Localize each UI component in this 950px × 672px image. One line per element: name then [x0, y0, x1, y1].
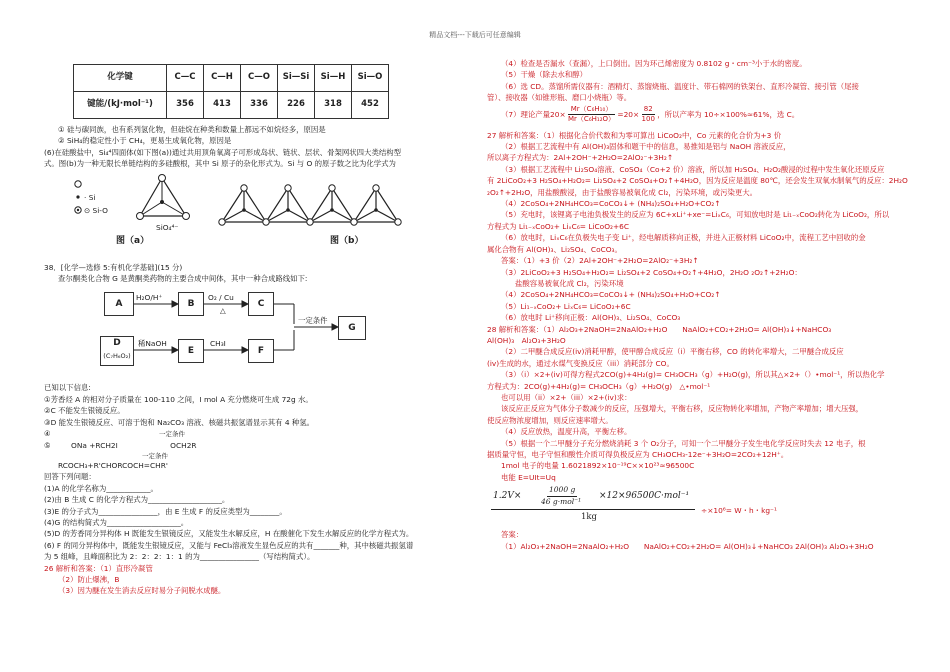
- answer-27-line: （5）充电时，该锂离子电池负极发生的反应为 6C+xLi⁺+xe⁻=LiₓC₆，可知放电时是 Li₁₋ₓCoO₂转化为 LiCoO₂，所以: [501, 210, 890, 220]
- compound-b: B: [178, 292, 204, 316]
- answer-28-line: 该反应正反应为气体分子数减少的反应，压强增大，平衡右移，反应物转化率增加，产物产率增加；增大压强，: [501, 404, 864, 414]
- bond-cell: Si—Si: [278, 65, 315, 92]
- compound-d-label: D: [113, 338, 121, 349]
- left-column: [44, 58, 474, 597]
- fraction-denominator: 100: [641, 115, 655, 124]
- question-line: ① 硅与碳同族，也有系列氢化物，但硅烷在种类和数量上都远不如烷烃多，原因是: [58, 125, 326, 134]
- fraction-denominator: Mr（C₆H₁₂O）: [568, 115, 616, 124]
- answer-27-title: 27 解析和答案：（1）根据化合价代数和为零可算出 LiCoO₂中，Co 元素的化合价为+3 价: [487, 130, 782, 140]
- question-item: (2)由 B 生成 C 的化学方程式为____________________。: [44, 495, 230, 505]
- bond-cell: C—H: [204, 65, 241, 92]
- answer-28-line: Al(OH)₃ Al₂O₃+3H₂O: [487, 335, 566, 345]
- step4-reagent: CH₃I: [210, 339, 226, 349]
- info-line: ①芳香烃 A 的相对分子质量在 100-110 之间，I mol A 充分燃烧可生成 72g 水。: [44, 394, 313, 404]
- answer-27-line: （6）放电时，LiₓC₆在负极失电子变 Li⁺，经电解质移向正极，并进入正极材料 LiCoO₂中，流程工艺中回收的金: [501, 233, 866, 243]
- energy-density-formula: [487, 483, 927, 529]
- calc-suffix: ，所以产率为 10÷×100%≈61%，选 C。: [657, 109, 800, 119]
- legend-si-o: ⊙ Si-O: [84, 205, 108, 215]
- yield-calculation: [487, 104, 927, 126]
- compound-e: E: [178, 339, 204, 363]
- energy-cell: 356: [167, 92, 204, 119]
- formula-bottom: 1kg: [581, 512, 597, 523]
- energy-cell: 318: [315, 92, 352, 119]
- fraction-numerator: 82: [642, 105, 655, 115]
- answer-line: （4）检查是否漏水（查漏），上口倒出。因为环己烯密度为 0.8102 g・cm⁻³小于水的密度。: [501, 59, 807, 68]
- info-marker-5: ⑤: [44, 441, 51, 451]
- formula-divider: [491, 509, 695, 510]
- info-line: ②C 不能发生银镜反应。: [44, 406, 125, 416]
- answer-28-line: 方程式为：2CO(g)+4H₂(g)= CH₃OCH₃（g）+H₂O(g) △•mol⁻¹: [487, 381, 711, 391]
- compound-d: [100, 336, 134, 366]
- formula-numerator: 1000 g: [547, 484, 577, 496]
- final-answer-title: 答案：: [501, 530, 524, 540]
- answer-line: （6）选 CD。蒸馏所需仪器有：酒精灯、蒸馏烧瓶、温度计、带石棉网的铁架台、直形冷凝管、接引管（尾接: [501, 81, 859, 91]
- table-header-bond: 化学键: [74, 65, 167, 92]
- info-line: [44, 440, 474, 451]
- bond-cell: C—C: [167, 65, 204, 92]
- calc-prefix: （7）理论产量20×: [501, 109, 566, 119]
- silicate-figures: [44, 170, 474, 262]
- fig-a-label: 图（a）: [116, 235, 150, 246]
- answer-28-line: (iv)生成的水，通过水煤气变换反应（iii）消耗部分 CO。: [487, 358, 674, 368]
- rxn-product: OCH2R: [170, 441, 197, 451]
- right-column: [487, 58, 927, 552]
- answer-27-line: （6）放电时 Li⁺移向正极：Al(OH)₃、Li₂SO₄、CoCO₃: [501, 313, 681, 323]
- compound-d-formula: (C₇H₆O₂): [103, 352, 131, 361]
- answer-28-line: 1mol 电子的电量 1.6021892×10⁻¹⁹C××10²³≈96500C: [501, 461, 695, 471]
- answer-27-line: （2）根据工艺流程中有 Al(OH)₃固体和题干中的信息，易推知是铝与 NaOH 溶液反应，: [501, 142, 791, 152]
- q38-title: 38．[化学—选修 5:有机化学基础](15 分): [44, 262, 183, 272]
- answer-line: 管）、接收器（如锥形瓶、磨口小烧瓶）等。: [487, 93, 632, 103]
- question-item: (6) F 的同分异构体中，既能发生银镜反应，又能与 FeCl₃溶液发生显色反应的共有_______种，其中核磁共振氢谱: [44, 540, 414, 550]
- rxn-reactant: ONa: [71, 441, 87, 451]
- answer-26-title: 26 解析和答案：（1）直形冷凝管: [44, 563, 153, 573]
- answer-27-line: （3）根据工艺流程中 Li₂SO₄溶液、CoSO₄（Co+2 价）溶液，所以加 H₂SO₄、H₂O₂酸浸的过程中发生氧化还原反应: [501, 164, 885, 174]
- q38-intro: 查尔酮类化合物 G 是黄酮类药物的主要合成中间体，其中一种合成路线如下:: [58, 274, 308, 284]
- info-marker-4: ④: [44, 429, 51, 439]
- bond-cell: Si—H: [315, 65, 352, 92]
- answer-27-line: 方程式为 Li₁₋ₓCoO₂+ LiₓC₆= LiCoO₂+6C: [487, 221, 630, 231]
- question-line: (6)在硅酸盐中，Si₄⁴四面体(如下图(a))通过共用顶角氧离子可形成岛状、链状、层状、骨架网状四大类结构型: [44, 147, 402, 157]
- step2-reagent: O₂ / Cu: [208, 293, 234, 303]
- question-item: 为 5 组峰，且峰面积比为 2：2：2：1：1 的为________________（写结构简式）。: [44, 552, 315, 562]
- formula-denominator: 46 g·mol⁻¹: [541, 497, 582, 507]
- compound-a: A: [104, 292, 134, 316]
- answer-27-line: 属化合物有 Al(OH)₃、Li₂SO₄、CoCO₃。: [487, 244, 622, 254]
- answer-28-line: 也可以用（ii）×2+（iii）×2+(iv)求：: [501, 392, 632, 402]
- compound-c: C: [248, 292, 274, 316]
- answer-line: （5）干燥（除去水和醇）: [501, 70, 588, 80]
- fig-b-label: 图（b）: [330, 235, 364, 246]
- compound-g: G: [338, 316, 366, 340]
- answer-28-line: （5）根据一个二甲醚分子充分燃烧消耗 3 个 O₂分子，可知一个二甲醚分子发生电化学反应时失去 12 电子，根: [501, 438, 866, 448]
- answer-27-line: 有 2LiCoO₂+3 H₂SO₄+H₂O₂= Li₂SO₄+2 CoSO₄+O₂↑+4H₂O，因为反应是温度 80℃，还会发生双氧水制氧气的反应：2H₂O: [487, 176, 908, 186]
- question-line: ② SiH₄的稳定性小于 CH₄，更易生成氧化物，原因是: [58, 136, 232, 146]
- answer-27-line: （3）2LiCoO₂+3 H₂SO₄+H₂O₂= Li₂SO₄+2 CoSO₄+O₂↑+4H₂O，2H₂O ₂O₂↑+2H₂O：: [501, 267, 802, 277]
- step5-condition: 一定条件: [298, 316, 328, 326]
- answer-prompt: 回答下列问题：: [44, 472, 96, 482]
- answer-28-line: （4）反应放热，温度升高，平衡左移。: [501, 427, 632, 437]
- legend-si: · Si: [84, 192, 96, 202]
- fig-a-ion: SiO₄⁴⁻: [156, 222, 179, 232]
- fraction-numerator: Mr（C₆H₁₀）: [568, 105, 615, 115]
- formula-result: ÷×10⁶= W・h・kg⁻¹: [701, 506, 777, 516]
- energy-cell: 452: [352, 92, 389, 119]
- energy-cell: 413: [204, 92, 241, 119]
- answer-28-line: 据质量守恒，电子守恒和酸性介质可得负极反应为 CH₃OCH₃-12e⁻+3H₂O=2CO₂+12H⁺。: [487, 450, 789, 459]
- ratio-fraction: [642, 105, 655, 124]
- answer-27-line: ₂O₂↑+2H₂O，用盐酸酸浸，由于盐酸容易被氧化成 Cl₂，污染环境，或污染更大。: [487, 187, 758, 197]
- silicate-structure-diagram: [44, 170, 474, 262]
- question-item: (5)D 的芳香同分异构体 H 既能发生银镜反应，又能发生水解反应，H 在酸催化下发生水解反应的化学方程式为。: [44, 529, 414, 539]
- answer-27-line: 答案：（1）+3 价（2）2Al+2OH⁻+2H₂O=2AlO₂⁻+3H₂↑: [501, 256, 699, 266]
- info-title: 已知以下信息:: [44, 383, 91, 393]
- answer-27-line: （4）2CoSO₄+2NH₄HCO₃=CoCO₃↓+ (NH₄)₂SO₄+H₂O+CO₂↑: [501, 199, 721, 209]
- answer-28-line: 电能 E=UIt=Uq: [501, 472, 556, 482]
- answer-27-line: （5）Li₁₋ₓCoO₂+ LiₓC₆= LiCoO₂+6C: [501, 301, 631, 311]
- rxn-condition: 一定条件: [159, 430, 185, 439]
- question-item: (1)A 的化学名称为____________。: [44, 483, 158, 493]
- question-line: 式。图(b)为一种无限长单链结构的多硅酸根，其中 Si 原子的杂化形式为。Si 与 O 的原子数之比为化学式为: [44, 159, 396, 169]
- table-header-energy: 键能/(kJ·mol⁻¹): [74, 92, 167, 119]
- rxn-plus: +RCH2I: [89, 441, 118, 451]
- answer-27-line: （4）2CoSO₄+2NH₄HCO₃=CoCO₃↓+ (NH₄)₂SO₄+H₂O+CO₂↑: [501, 290, 721, 300]
- answer-26-line: （3）因为醚在发生消去反应时易分子间脱水成醚。: [58, 586, 226, 596]
- synthesis-route: [44, 284, 474, 382]
- answer-28-line: （3）（i）×2+(iv)可得方程式2CO(g)+4H₂(g)= CH₃OCH₃（g）+H₂O(g)，所以其△×2+（）•mol⁻¹，所以热化学: [501, 370, 885, 380]
- info-line: ③D 能发生银镜反应、可溶于饱和 Na₂CO₃ 溶液、核磁共振氢谱显示其有 4 种氢。: [44, 417, 315, 427]
- page-header: 精品文档---下载后可任意编辑: [429, 31, 521, 39]
- answer-28-line: 28 解析和答案：（1）Al₂O₃+2NaOH=2NaAlO₂+H₂O NaAlO₂+CO₂+2H₂O= Al(OH)₃↓+NaHCO₃: [487, 324, 832, 334]
- step3-reagent: 稀NaOH: [138, 339, 167, 349]
- molar-mass-fraction: [568, 105, 615, 124]
- energy-cell: 336: [241, 92, 278, 119]
- step2-condition: △: [220, 306, 226, 316]
- bond-cell: C—O: [241, 65, 278, 92]
- info-line: [44, 428, 474, 440]
- step1-reagent: H₂O/H⁺: [136, 293, 163, 303]
- bond-energy-table: [73, 64, 389, 119]
- rxn-condition-2: 一定条件: [142, 451, 168, 460]
- rxn-line: RCOCH₃+R'CHORCOCH=CHR': [58, 460, 168, 470]
- answer-28-line: 使反应物浓度增加，则反应速率增大。: [487, 415, 613, 425]
- question-item: (4)G 的结构简式为____________________。: [44, 517, 189, 527]
- bond-cell: Si—O: [352, 65, 389, 92]
- energy-cell: 226: [278, 92, 315, 119]
- answer-26-line: （2）防止爆沸，B: [58, 574, 120, 584]
- compound-f: F: [248, 339, 274, 363]
- answer-28-line: （2）二甲醚合成反应(iv)消耗甲醇，使甲醇合成反应（i）平衡右移，CO 的转化率增大，二甲醚合成反应: [501, 347, 844, 357]
- formula-rhs: ×12×96500C·mol⁻¹: [599, 491, 690, 502]
- question-item: (3)E 的分子式为________________，由 E 生成 F 的反应类型为________。: [44, 506, 287, 516]
- answer-27-line: 盐酸容易被氧化成 Cl₂，污染环境: [515, 278, 624, 288]
- final-answer: （1）Al₂O₃+2NaOH=2NaAlO₂+H₂O NaAlO₂+CO₂+2H₂O= Al(OH)₃↓+NaHCO₃ 2Al(OH)₃ Al₂O₃+3H₂O: [501, 541, 874, 551]
- answer-27-line: 所以离子方程式为：2Al+2OH⁻+2H₂O=2AlO₂⁻+3H₂↑: [487, 153, 674, 163]
- calc-mid: =20×: [617, 109, 640, 119]
- formula-lhs: 1.2V×: [493, 491, 522, 502]
